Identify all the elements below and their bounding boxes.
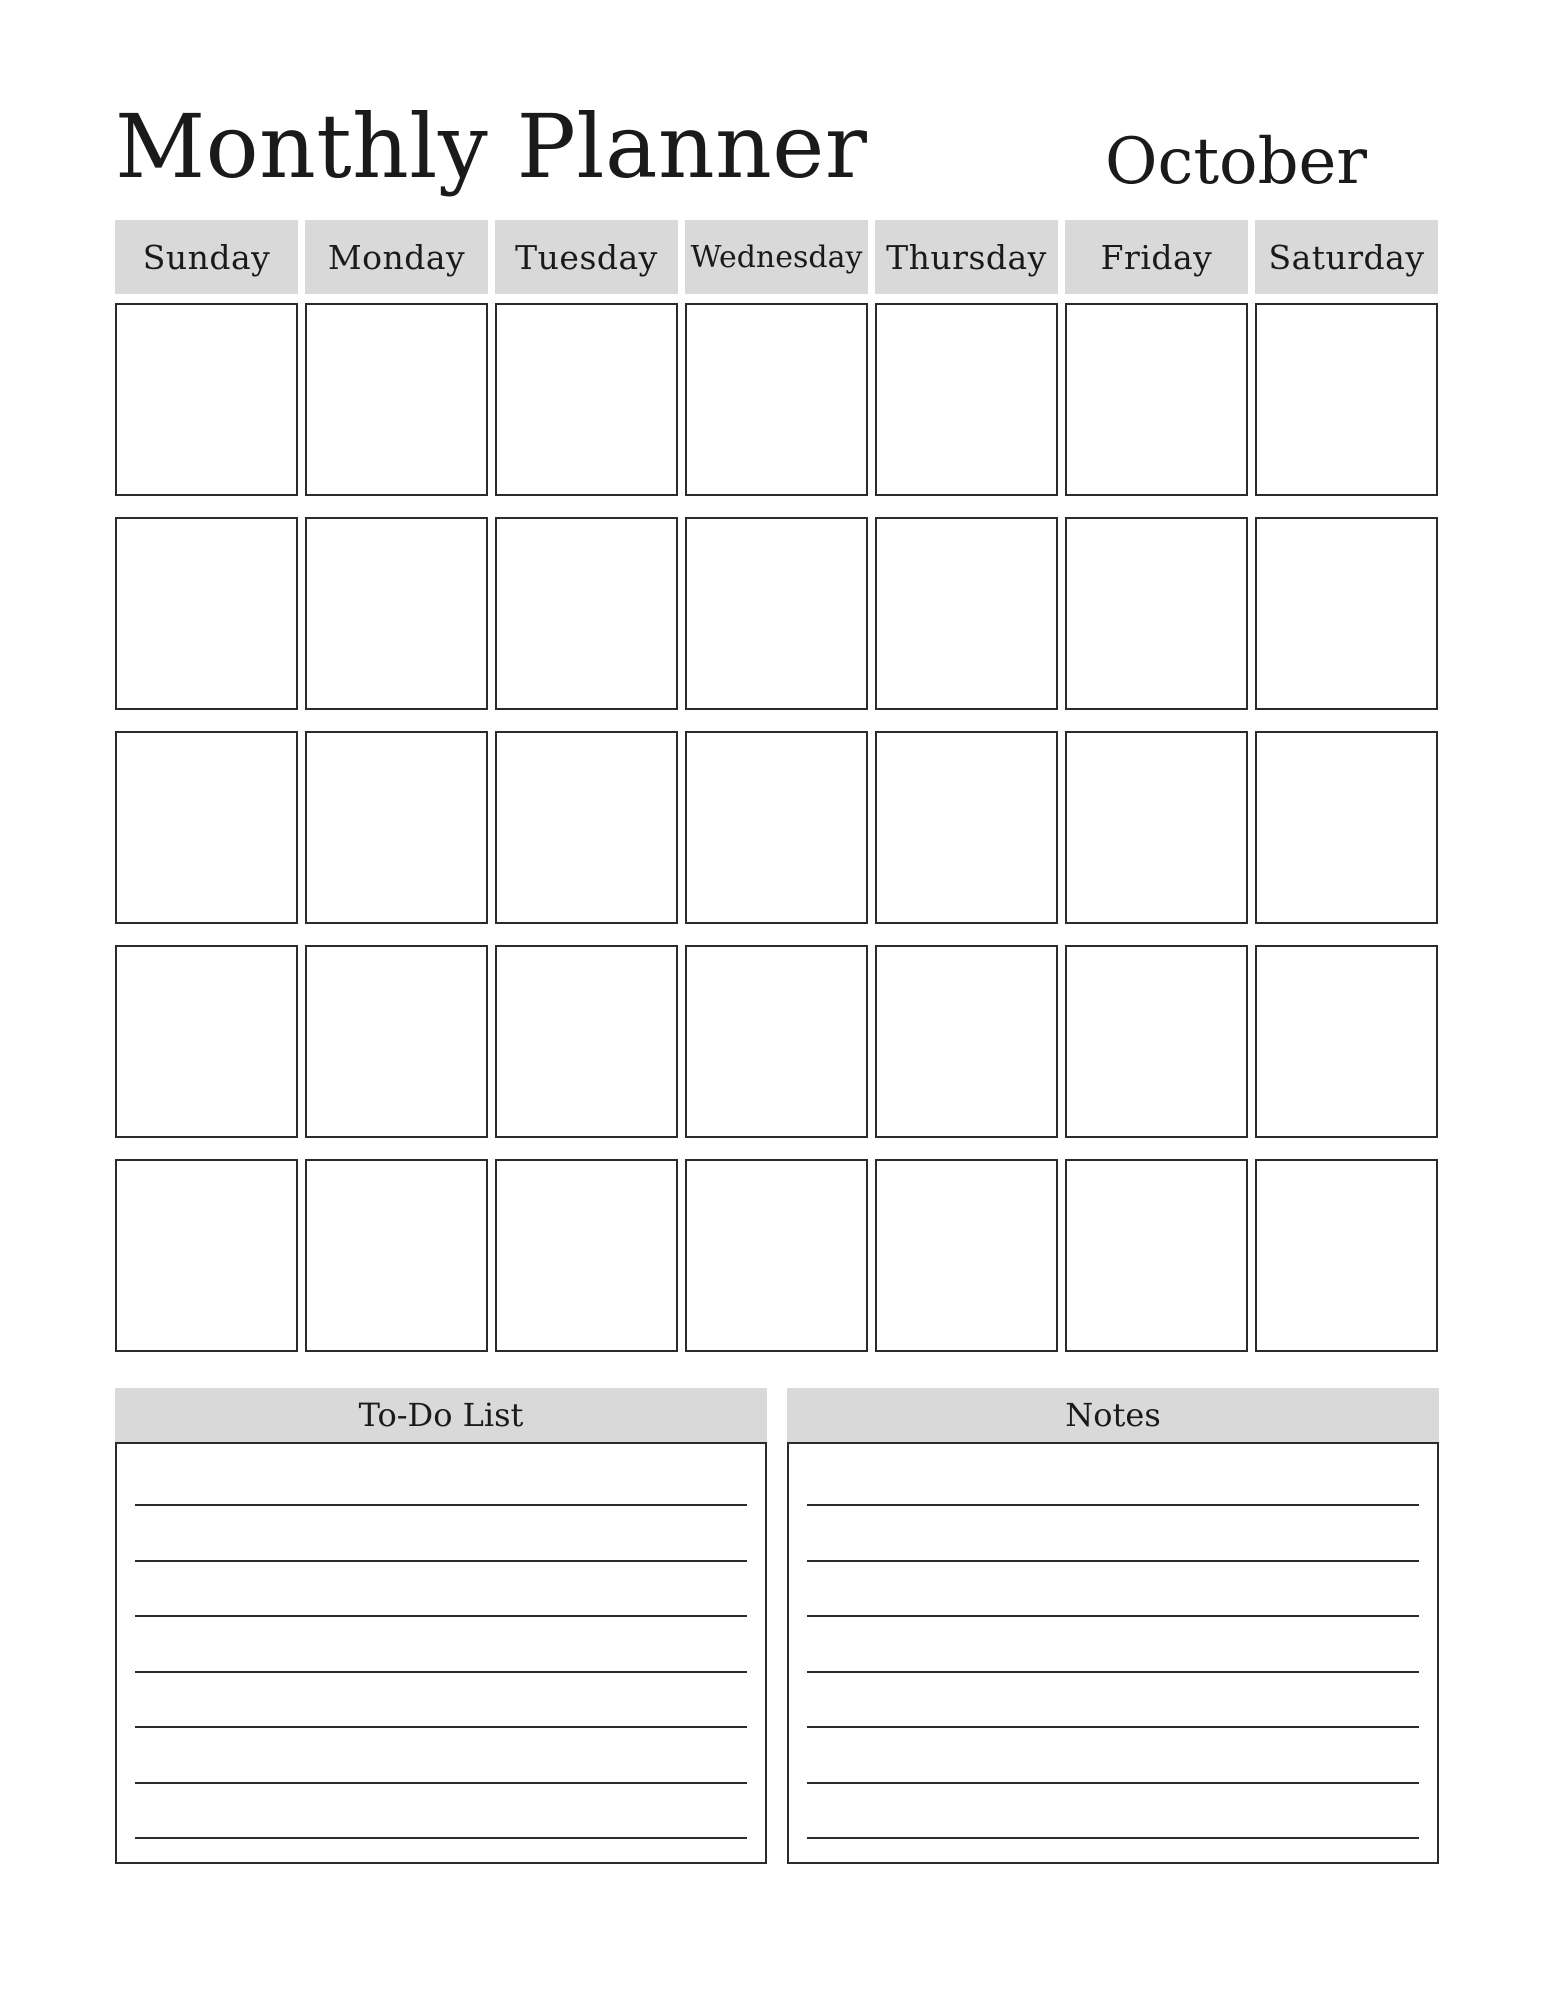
day-header-saturday: Saturday bbox=[1255, 220, 1438, 294]
notes-header: Notes bbox=[787, 1388, 1439, 1442]
day-header-sunday: Sunday bbox=[115, 220, 298, 294]
day-cell[interactable] bbox=[305, 945, 488, 1138]
todo-line bbox=[135, 1726, 747, 1728]
day-cell[interactable] bbox=[1255, 1159, 1438, 1352]
day-cell[interactable] bbox=[115, 517, 298, 710]
notes-line bbox=[807, 1504, 1419, 1506]
day-cell[interactable] bbox=[1255, 731, 1438, 924]
todo-line bbox=[135, 1837, 747, 1839]
todo-header: To-Do List bbox=[115, 1388, 767, 1442]
day-cell[interactable] bbox=[1065, 517, 1248, 710]
notes-box[interactable] bbox=[787, 1442, 1439, 1864]
day-cell[interactable] bbox=[1065, 945, 1248, 1138]
day-header-tuesday: Tuesday bbox=[495, 220, 678, 294]
day-cell[interactable] bbox=[875, 303, 1058, 496]
day-cell[interactable] bbox=[305, 303, 488, 496]
day-cell[interactable] bbox=[305, 517, 488, 710]
day-cell[interactable] bbox=[495, 945, 678, 1138]
day-cell[interactable] bbox=[1065, 303, 1248, 496]
day-header-thursday: Thursday bbox=[875, 220, 1058, 294]
day-cell[interactable] bbox=[495, 303, 678, 496]
todo-list-box[interactable] bbox=[115, 1442, 767, 1864]
day-cell[interactable] bbox=[495, 517, 678, 710]
day-header-wednesday: Wednesday bbox=[685, 220, 868, 294]
day-header-monday: Monday bbox=[305, 220, 488, 294]
day-cell[interactable] bbox=[685, 731, 868, 924]
day-cell[interactable] bbox=[115, 1159, 298, 1352]
day-cell[interactable] bbox=[685, 517, 868, 710]
day-header-friday: Friday bbox=[1065, 220, 1248, 294]
day-cell[interactable] bbox=[1255, 303, 1438, 496]
day-cell[interactable] bbox=[495, 731, 678, 924]
day-cell[interactable] bbox=[685, 303, 868, 496]
day-cell[interactable] bbox=[875, 517, 1058, 710]
day-cell[interactable] bbox=[685, 945, 868, 1138]
day-cell[interactable] bbox=[305, 1159, 488, 1352]
todo-line bbox=[135, 1782, 747, 1784]
todo-line bbox=[135, 1615, 747, 1617]
day-cell[interactable] bbox=[685, 1159, 868, 1352]
day-cell[interactable] bbox=[115, 945, 298, 1138]
month-label: October bbox=[1105, 125, 1367, 199]
notes-line bbox=[807, 1671, 1419, 1673]
notes-line bbox=[807, 1837, 1419, 1839]
day-cell[interactable] bbox=[1065, 1159, 1248, 1352]
notes-line bbox=[807, 1560, 1419, 1562]
day-cell[interactable] bbox=[115, 731, 298, 924]
day-cell[interactable] bbox=[115, 303, 298, 496]
todo-line bbox=[135, 1504, 747, 1506]
day-cell[interactable] bbox=[875, 1159, 1058, 1352]
day-cell[interactable] bbox=[1255, 517, 1438, 710]
todo-line bbox=[135, 1560, 747, 1562]
notes-line bbox=[807, 1615, 1419, 1617]
notes-line bbox=[807, 1726, 1419, 1728]
day-cell[interactable] bbox=[495, 1159, 678, 1352]
todo-line bbox=[135, 1671, 747, 1673]
day-cell[interactable] bbox=[1255, 945, 1438, 1138]
day-cell[interactable] bbox=[305, 731, 488, 924]
day-cell[interactable] bbox=[1065, 731, 1248, 924]
notes-line bbox=[807, 1782, 1419, 1784]
day-cell[interactable] bbox=[875, 731, 1058, 924]
day-cell[interactable] bbox=[875, 945, 1058, 1138]
page-title: Monthly Planner bbox=[115, 95, 868, 198]
